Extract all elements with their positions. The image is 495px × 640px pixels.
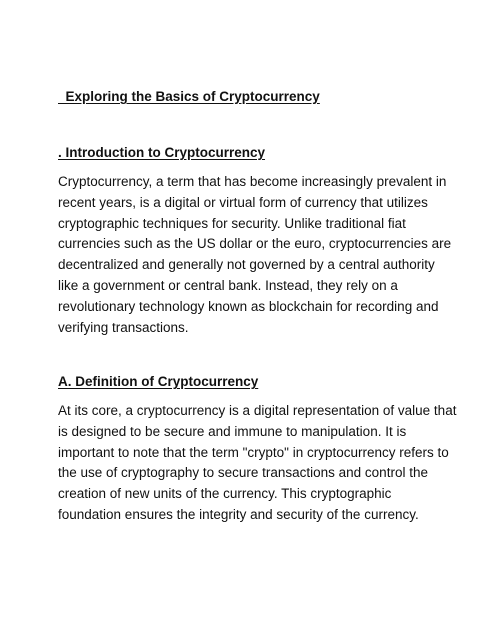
section-heading-definition: A. Definition of Cryptocurrency <box>58 374 259 389</box>
section-body-definition: At its core, a cryptocurrency is a digital representation of value that is designed to be secure and immune to manipulation. It is important to note that the term "crypto" in cryptocurrency refers to the use of cryptography to secure transactions and control the creation of new units of the currency. This cryptographic foundation ensures the integrity and security of the currency. <box>58 403 457 522</box>
document-title: Exploring the Basics of Cryptocurrency <box>58 89 320 104</box>
section-body-introduction: Cryptocurrency, a term that has become increasingly prevalent in recent years, is a digital or virtual form of currency that utilizes cryptographic techniques for security. Unlike traditional fiat currencies such as the US dollar or the euro, cryptocurrencies are decentralized and generally not governed by a central authority like a government or central bank. Instead, they rely on a revolutionary technology known as blockchain for recording and verifying transactions. <box>58 174 452 335</box>
section-heading-introduction: . Introduction to Cryptocurrency <box>58 145 266 160</box>
